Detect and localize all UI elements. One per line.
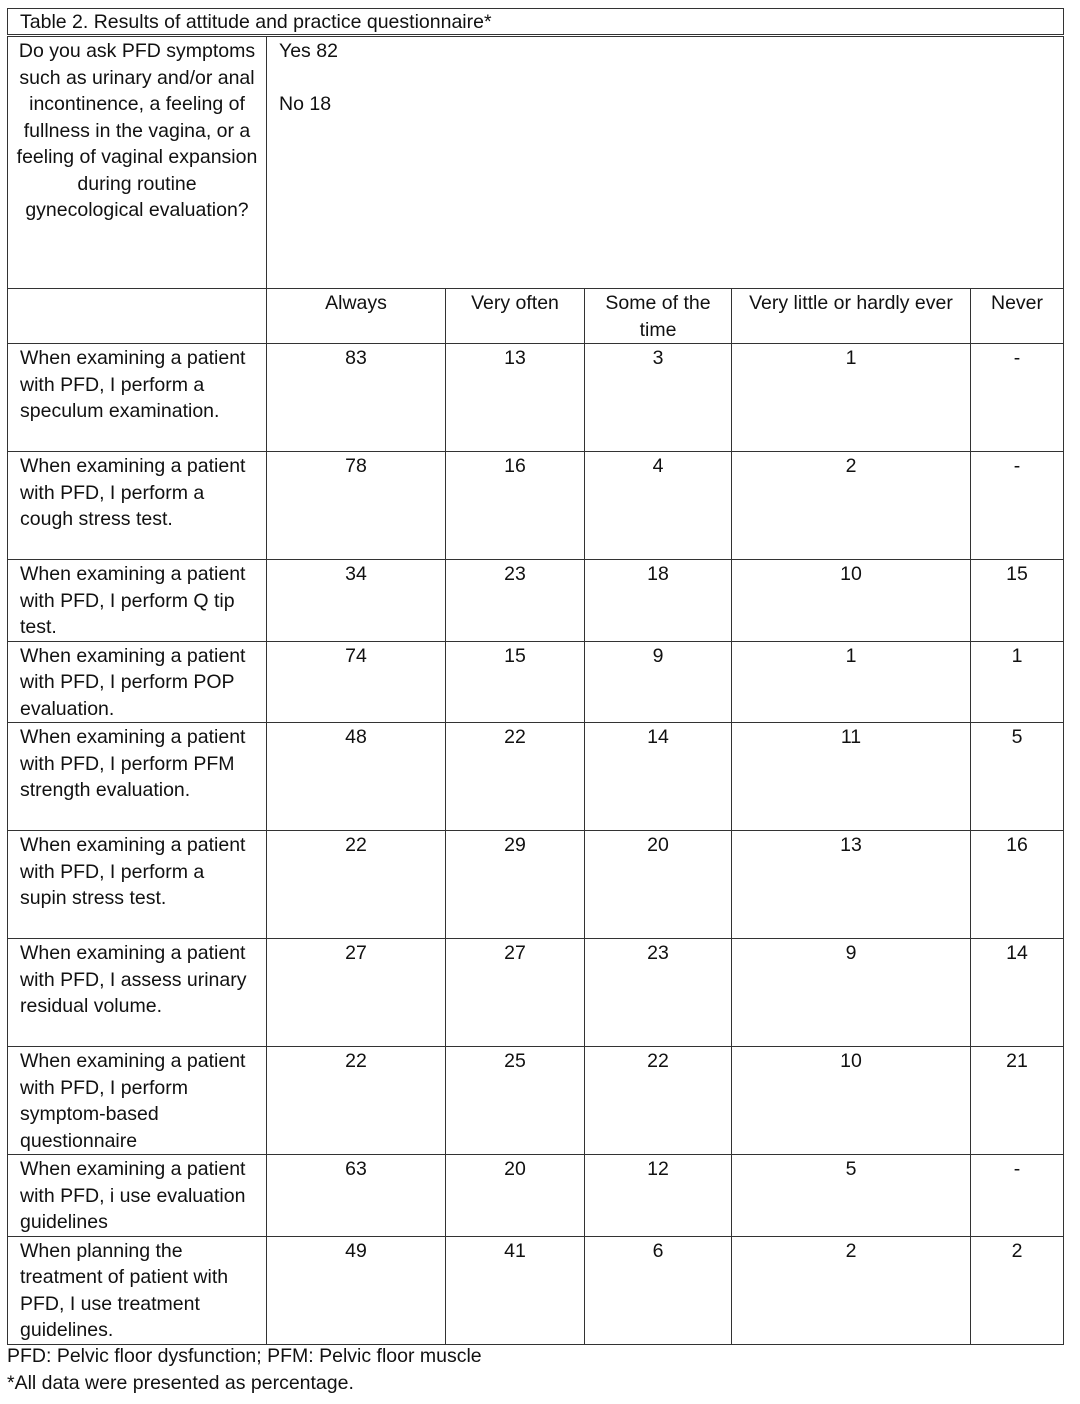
value-cell: 5: [971, 723, 1064, 831]
table-row: [8, 641, 1064, 723]
row-label: When examining a patient with PFD, I perform PFM strength evaluation.: [8, 723, 267, 831]
value-cell: 13: [446, 344, 585, 452]
footnote-abbreviations: PFD: Pelvic floor dysfunction; PFM: Pelvic floor muscle: [7, 1345, 482, 1367]
value-cell: 14: [971, 939, 1064, 1047]
value-cell: 34: [267, 560, 446, 642]
value-cell: -: [971, 1155, 1064, 1237]
table-row: [8, 831, 1064, 939]
question-cell: Do you ask PFD symptoms such as urinary and/or anal incontinence, a feeling of fullness in the vagina, or a feeling of vaginal expansion during routine gynecological evaluation?: [8, 37, 267, 289]
value-cell: 22: [585, 1047, 732, 1155]
column-header: Very often: [446, 289, 585, 344]
table-title: Table 2. Results of attitude and practice questionnaire*: [7, 8, 1064, 35]
row-label: When examining a patient with PFD, I perform Q tip test.: [8, 560, 267, 642]
value-cell: -: [971, 452, 1064, 560]
value-cell: 21: [971, 1047, 1064, 1155]
table-row: [8, 560, 1064, 642]
value-cell: 3: [585, 344, 732, 452]
value-cell: 2: [732, 1236, 971, 1344]
row-label: When examining a patient with PFD, I perform a cough stress test.: [8, 452, 267, 560]
row-label: When examining a patient with PFD, I assess urinary residual volume.: [8, 939, 267, 1047]
value-cell: 5: [732, 1155, 971, 1237]
table-row: [8, 939, 1064, 1047]
value-cell: 2: [732, 452, 971, 560]
value-cell: 27: [446, 939, 585, 1047]
value-cell: 13: [732, 831, 971, 939]
value-cell: 11: [732, 723, 971, 831]
header-empty-cell: [8, 289, 267, 344]
value-cell: 14: [585, 723, 732, 831]
answer-cell: [267, 37, 1064, 289]
table-row: [8, 344, 1064, 452]
value-cell: 20: [446, 1155, 585, 1237]
row-label: When planning the treatment of patient with PFD, I use treatment guidelines.: [8, 1236, 267, 1344]
value-cell: 27: [267, 939, 446, 1047]
table-row: [8, 723, 1064, 831]
value-cell: 22: [267, 1047, 446, 1155]
value-cell: 4: [585, 452, 732, 560]
value-cell: 83: [267, 344, 446, 452]
value-cell: 48: [267, 723, 446, 831]
value-cell: 10: [732, 1047, 971, 1155]
header-row: [8, 289, 1064, 344]
value-cell: 9: [585, 641, 732, 723]
value-cell: 15: [971, 560, 1064, 642]
value-cell: 1: [732, 344, 971, 452]
value-cell: 63: [267, 1155, 446, 1237]
value-cell: 78: [267, 452, 446, 560]
row-label: When examining a patient with PFD, i use evaluation guidelines: [8, 1155, 267, 1237]
value-cell: 22: [446, 723, 585, 831]
value-cell: 41: [446, 1236, 585, 1344]
row-label: When examining a patient with PFD, I perform POP evaluation.: [8, 641, 267, 723]
value-cell: 10: [732, 560, 971, 642]
value-cell: 25: [446, 1047, 585, 1155]
value-cell: 23: [446, 560, 585, 642]
row-label: When examining a patient with PFD, I perform a supin stress test.: [8, 831, 267, 939]
row-label: When examining a patient with PFD, I perform a speculum examination.: [8, 344, 267, 452]
value-cell: 1: [971, 641, 1064, 723]
table-row: [8, 1155, 1064, 1237]
column-header: Very little or hardly ever: [732, 289, 971, 344]
results-table: [7, 36, 1064, 1345]
table-row: [8, 1236, 1064, 1344]
value-cell: 15: [446, 641, 585, 723]
answer-yes: Yes 82: [279, 40, 338, 62]
value-cell: 1: [732, 641, 971, 723]
value-cell: 22: [267, 831, 446, 939]
column-header: Never: [971, 289, 1064, 344]
footnote-percentage: *All data were presented as percentage.: [7, 1372, 354, 1394]
value-cell: 2: [971, 1236, 1064, 1344]
value-cell: 12: [585, 1155, 732, 1237]
value-cell: -: [971, 344, 1064, 452]
column-header: Some of the time: [585, 289, 732, 344]
row-label: When examining a patient with PFD, I perform symptom-based questionnaire: [8, 1047, 267, 1155]
value-cell: 16: [446, 452, 585, 560]
value-cell: 18: [585, 560, 732, 642]
value-cell: 23: [585, 939, 732, 1047]
question-row: [8, 37, 1064, 289]
value-cell: 49: [267, 1236, 446, 1344]
answer-no: No 18: [279, 93, 332, 115]
value-cell: 16: [971, 831, 1064, 939]
table-row: [8, 1047, 1064, 1155]
table-row: [8, 452, 1064, 560]
value-cell: 9: [732, 939, 971, 1047]
value-cell: 6: [585, 1236, 732, 1344]
value-cell: 20: [585, 831, 732, 939]
value-cell: 29: [446, 831, 585, 939]
value-cell: 74: [267, 641, 446, 723]
column-header: Always: [267, 289, 446, 344]
